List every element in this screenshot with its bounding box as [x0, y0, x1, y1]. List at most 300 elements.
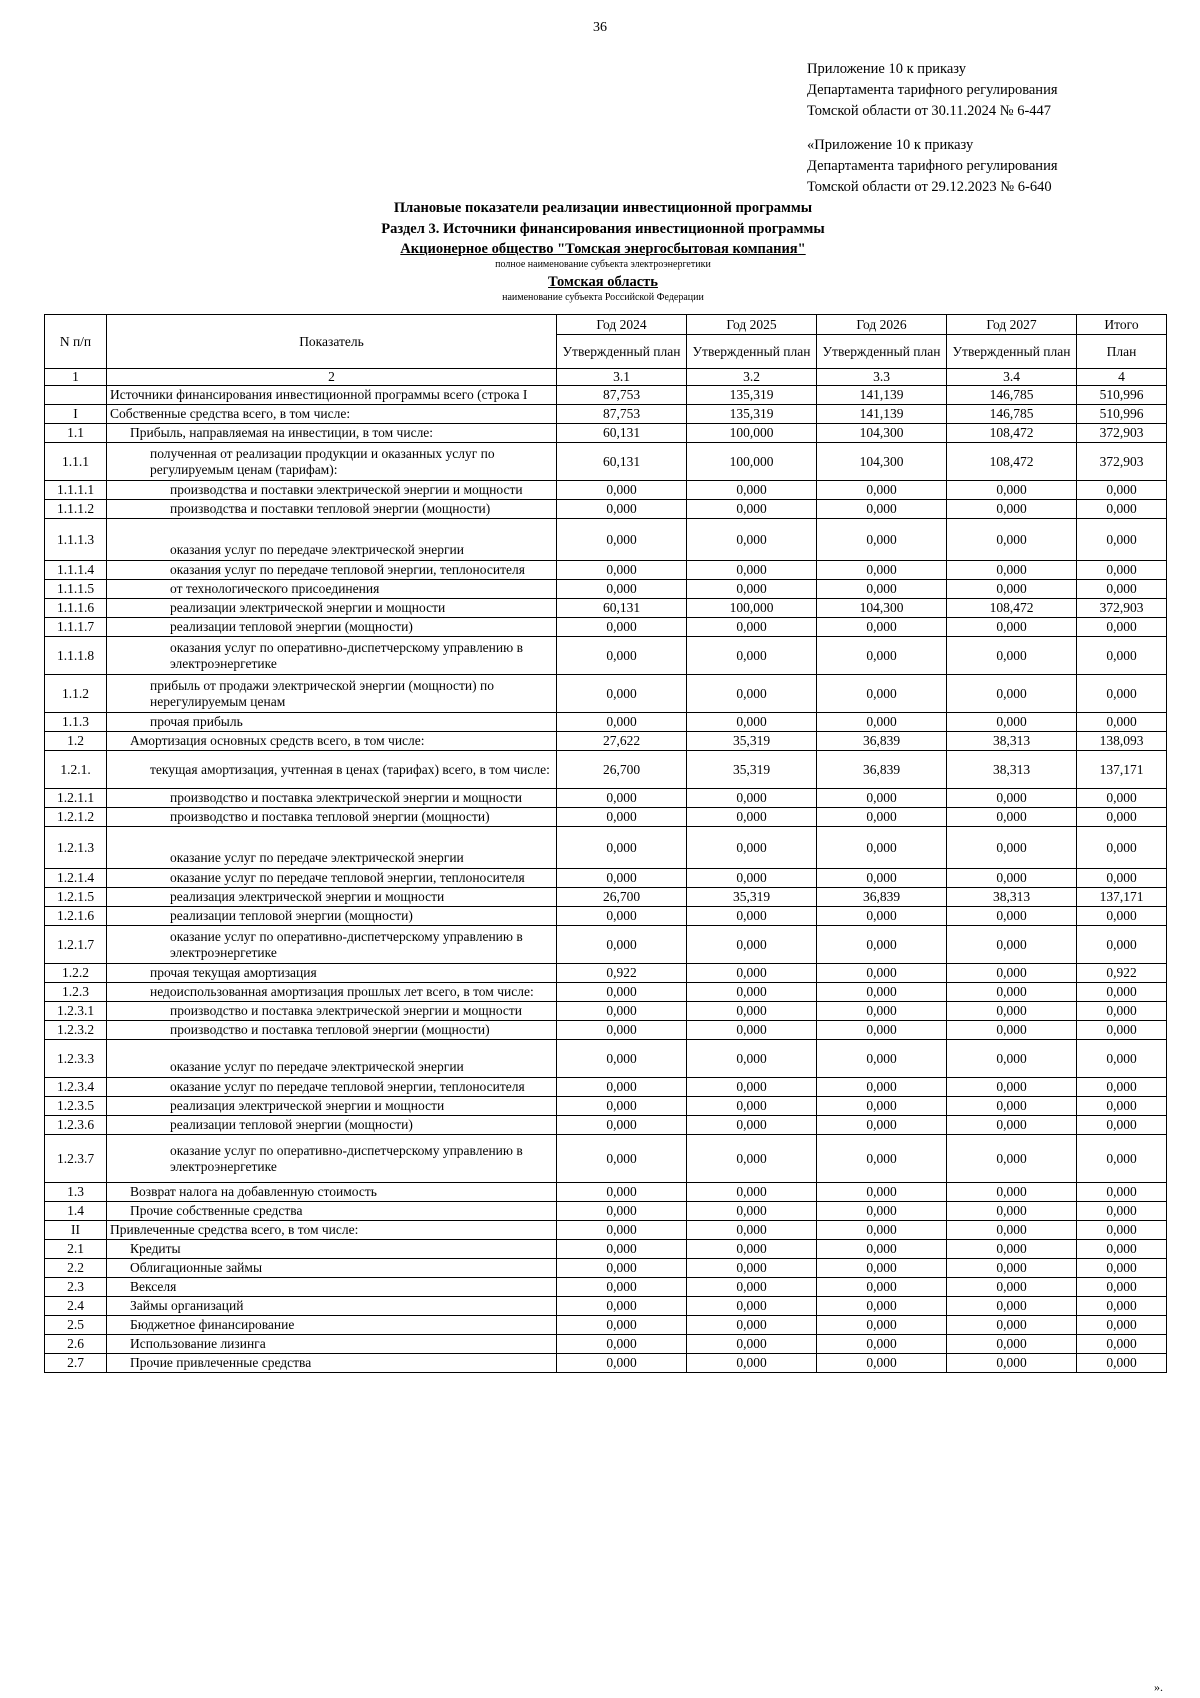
row-total-value: 0,000 [1077, 1354, 1167, 1373]
row-year-value: 0,000 [947, 827, 1077, 869]
row-year-value: 108,472 [947, 599, 1077, 618]
row-year-value: 0,000 [557, 1240, 687, 1259]
table-row [45, 1202, 1167, 1221]
row-year-value: 0,000 [947, 1259, 1077, 1278]
row-year-value: 0,000 [557, 1354, 687, 1373]
row-year-value: 0,000 [687, 1040, 817, 1078]
row-year-value: 0,000 [817, 500, 947, 519]
row-year-value: 0,000 [947, 1078, 1077, 1097]
row-year-value: 0,000 [817, 1116, 947, 1135]
row-year-value: 0,000 [947, 561, 1077, 580]
row-year-value: 0,000 [557, 561, 687, 580]
row-total-value: 0,000 [1077, 827, 1167, 869]
region-name-text: Томская область [548, 274, 658, 290]
row-year-value: 0,000 [947, 1116, 1077, 1135]
row-number: 1.2.3.5 [45, 1097, 107, 1116]
row-total-value: 0,000 [1077, 1040, 1167, 1078]
table-row [45, 519, 1167, 561]
row-year-value: 0,000 [557, 983, 687, 1002]
row-year-value: 0,000 [687, 519, 817, 561]
row-total-value: 0,000 [1077, 1316, 1167, 1335]
annex-current-line: Департамента тарифного регулирования [807, 82, 1058, 98]
row-total-value: 372,903 [1077, 443, 1167, 481]
row-year-value: 0,000 [687, 1354, 817, 1373]
row-indicator: оказания услуг по оперативно-диспетчерскому управлению в электроэнергетике [107, 637, 557, 675]
row-year-value: 0,000 [687, 983, 817, 1002]
row-indicator: текущая амортизация, учтенная в ценах (тарифах) всего, в том числе: [107, 751, 557, 789]
row-total-value: 372,903 [1077, 424, 1167, 443]
table-row [45, 500, 1167, 519]
row-year-value: 0,000 [817, 1221, 947, 1240]
row-year-value: 0,000 [947, 713, 1077, 732]
row-year-value: 0,000 [947, 1202, 1077, 1221]
table-row [45, 443, 1167, 481]
company-caption: полное наименование субъекта электроэнергетики [495, 259, 711, 270]
row-year-value: 0,000 [687, 1135, 817, 1183]
region-caption: наименование субъекта Российской Федерации [502, 292, 704, 303]
row-year-value: 38,313 [947, 751, 1077, 789]
row-year-value: 26,700 [557, 888, 687, 907]
row-year-value: 0,000 [687, 1021, 817, 1040]
row-year-value: 0,000 [817, 1021, 947, 1040]
row-total-value: 372,903 [1077, 599, 1167, 618]
column-number: 4 [1077, 369, 1167, 386]
row-number: 1.2 [45, 732, 107, 751]
table-row [45, 1078, 1167, 1097]
row-year-value: 0,000 [947, 1354, 1077, 1373]
row-year-value: 0,000 [687, 580, 817, 599]
row-year-value: 0,000 [557, 907, 687, 926]
row-year-value: 0,000 [557, 500, 687, 519]
column-number: 2 [107, 369, 557, 386]
column-number: 3.3 [817, 369, 947, 386]
row-indicator: полученная от реализации продукции и оказанных услуг по регулируемым ценам (тарифам): [107, 443, 557, 481]
table-row [45, 1040, 1167, 1078]
row-number: 1.2.2 [45, 964, 107, 983]
row-indicator: реализация электрической энергии и мощности [107, 1097, 557, 1116]
row-year-value: 0,000 [947, 618, 1077, 637]
header-approved: Утвержденный план [817, 335, 947, 369]
row-indicator: Собственные средства всего, в том числе: [107, 405, 557, 424]
table-row [45, 1278, 1167, 1297]
row-total-value: 0,000 [1077, 481, 1167, 500]
row-indicator: реализации электрической энергии и мощности [107, 599, 557, 618]
row-year-value: 0,000 [557, 1002, 687, 1021]
row-indicator: производства и поставки электрической энергии и мощности [107, 481, 557, 500]
row-indicator: оказание услуг по передаче электрической энергии [107, 827, 557, 869]
row-year-value: 87,753 [557, 386, 687, 405]
header-approved: Утвержденный план [557, 335, 687, 369]
row-year-value: 27,622 [557, 732, 687, 751]
row-total-value: 0,922 [1077, 964, 1167, 983]
table-row [45, 1135, 1167, 1183]
row-total-value: 0,000 [1077, 808, 1167, 827]
row-year-value: 0,000 [557, 869, 687, 888]
row-year-value: 0,000 [817, 964, 947, 983]
row-year-value: 0,000 [687, 1097, 817, 1116]
row-number: 1.2.3.1 [45, 1002, 107, 1021]
row-year-value: 0,000 [557, 675, 687, 713]
document-titles [40, 198, 1166, 304]
row-year-value: 0,000 [557, 1116, 687, 1135]
row-total-value: 0,000 [1077, 1221, 1167, 1240]
row-number: 2.1 [45, 1240, 107, 1259]
row-indicator: от технологического присоединения [107, 580, 557, 599]
row-year-value: 0,000 [817, 1097, 947, 1116]
row-year-value: 104,300 [817, 599, 947, 618]
header-year: Год 2025 [687, 315, 817, 335]
row-total-value: 0,000 [1077, 1021, 1167, 1040]
row-number: 1.2.3.3 [45, 1040, 107, 1078]
row-year-value: 0,000 [687, 675, 817, 713]
row-indicator: прибыль от продажи электрической энергии (мощности) по нерегулируемым ценам [107, 675, 557, 713]
row-total-value: 510,996 [1077, 386, 1167, 405]
row-year-value: 0,000 [557, 1097, 687, 1116]
table-row [45, 713, 1167, 732]
row-year-value: 0,000 [687, 907, 817, 926]
row-year-value: 0,000 [557, 1297, 687, 1316]
row-number: 1.2.3.4 [45, 1078, 107, 1097]
row-number: 1.2.3.7 [45, 1135, 107, 1183]
header-num: N п/п [45, 315, 107, 369]
row-year-value: 0,000 [817, 580, 947, 599]
row-year-value: 0,000 [947, 580, 1077, 599]
row-year-value: 0,000 [557, 1335, 687, 1354]
row-year-value: 36,839 [817, 732, 947, 751]
row-total-value: 0,000 [1077, 713, 1167, 732]
row-indicator: Амортизация основных средств всего, в том числе: [107, 732, 557, 751]
row-year-value: 0,000 [557, 808, 687, 827]
row-year-value: 0,000 [947, 1297, 1077, 1316]
row-year-value: 0,000 [557, 1040, 687, 1078]
row-year-value: 0,000 [687, 1221, 817, 1240]
row-number: 2.3 [45, 1278, 107, 1297]
row-year-value: 0,000 [947, 637, 1077, 675]
row-indicator: Прочие собственные средства [107, 1202, 557, 1221]
row-number: 1.2.3.6 [45, 1116, 107, 1135]
row-year-value: 0,000 [687, 1316, 817, 1335]
row-total-value: 0,000 [1077, 1297, 1167, 1316]
row-year-value: 0,000 [687, 1078, 817, 1097]
row-number: 1.1.1.1 [45, 481, 107, 500]
row-total-value: 0,000 [1077, 500, 1167, 519]
row-number: 1.2.1. [45, 751, 107, 789]
row-year-value: 0,000 [557, 1259, 687, 1278]
row-year-value: 0,000 [817, 1183, 947, 1202]
row-year-value: 0,000 [557, 580, 687, 599]
row-year-value: 0,000 [947, 1221, 1077, 1240]
table-row [45, 1316, 1167, 1335]
row-total-value: 0,000 [1077, 580, 1167, 599]
header-year: Год 2027 [947, 315, 1077, 335]
row-year-value: 0,000 [947, 1021, 1077, 1040]
row-year-value: 0,000 [817, 618, 947, 637]
row-year-value: 0,000 [817, 1135, 947, 1183]
annex-current-line: Приложение 10 к приказу [807, 61, 966, 77]
row-year-value: 108,472 [947, 424, 1077, 443]
row-year-value: 0,000 [947, 983, 1077, 1002]
row-year-value: 0,000 [817, 1278, 947, 1297]
table-row [45, 580, 1167, 599]
row-year-value: 0,000 [817, 675, 947, 713]
row-indicator: оказания услуг по передаче тепловой энергии, теплоносителя [107, 561, 557, 580]
table-row [45, 618, 1167, 637]
table-row [45, 732, 1167, 751]
row-number [45, 386, 107, 405]
row-year-value: 0,000 [687, 1202, 817, 1221]
row-year-value: 0,000 [687, 618, 817, 637]
row-year-value: 0,000 [817, 907, 947, 926]
row-number: 1.2.3 [45, 983, 107, 1002]
table-row [45, 599, 1167, 618]
table-row [45, 1240, 1167, 1259]
row-year-value: 87,753 [557, 405, 687, 424]
header-approved: Утвержденный план [947, 335, 1077, 369]
header-year: Год 2026 [817, 315, 947, 335]
row-year-value: 0,000 [947, 1278, 1077, 1297]
row-indicator: оказание услуг по оперативно-диспетчерскому управлению в электроэнергетике [107, 926, 557, 964]
row-year-value: 0,000 [557, 1183, 687, 1202]
row-number: 2.6 [45, 1335, 107, 1354]
row-indicator: Привлеченные средства всего, в том числе: [107, 1221, 557, 1240]
row-year-value: 0,000 [947, 481, 1077, 500]
row-year-value: 0,000 [817, 926, 947, 964]
row-indicator: Векселя [107, 1278, 557, 1297]
row-indicator: реализация электрической энергии и мощности [107, 888, 557, 907]
row-year-value: 0,000 [687, 869, 817, 888]
row-year-value: 0,000 [557, 637, 687, 675]
row-year-value: 0,000 [947, 926, 1077, 964]
row-indicator: Возврат налога на добавленную стоимость [107, 1183, 557, 1202]
row-year-value: 0,000 [557, 481, 687, 500]
row-year-value: 0,000 [687, 827, 817, 869]
row-indicator: Займы организаций [107, 1297, 557, 1316]
table-row [45, 1335, 1167, 1354]
row-year-value: 0,000 [947, 1097, 1077, 1116]
row-indicator: Источники финансирования инвестиционной программы всего (строка I [107, 386, 557, 405]
row-year-value: 0,000 [817, 1040, 947, 1078]
row-year-value: 0,000 [687, 1002, 817, 1021]
table-row [45, 1354, 1167, 1373]
row-year-value: 0,922 [557, 964, 687, 983]
table-row [45, 481, 1167, 500]
table-row [45, 1183, 1167, 1202]
row-total-value: 0,000 [1077, 561, 1167, 580]
row-number: 1.2.1.1 [45, 789, 107, 808]
table-row [45, 808, 1167, 827]
row-number: I [45, 405, 107, 424]
row-number: 1.4 [45, 1202, 107, 1221]
row-indicator: производство и поставка электрической энергии и мощности [107, 1002, 557, 1021]
row-year-value: 35,319 [687, 888, 817, 907]
row-total-value: 0,000 [1077, 1278, 1167, 1297]
table-row [45, 1221, 1167, 1240]
row-total-value: 0,000 [1077, 1202, 1167, 1221]
row-year-value: 0,000 [687, 1297, 817, 1316]
row-year-value: 0,000 [947, 964, 1077, 983]
table-row [45, 386, 1167, 405]
row-year-value: 0,000 [687, 1116, 817, 1135]
row-total-value: 0,000 [1077, 618, 1167, 637]
row-year-value: 0,000 [817, 1078, 947, 1097]
row-indicator: Использование лизинга [107, 1335, 557, 1354]
table-body [45, 386, 1167, 1373]
table-row [45, 751, 1167, 789]
row-number: 1.1.1.3 [45, 519, 107, 561]
row-year-value: 0,000 [687, 1259, 817, 1278]
row-number: 1.1.3 [45, 713, 107, 732]
row-year-value: 0,000 [557, 1078, 687, 1097]
row-year-value: 0,000 [557, 1278, 687, 1297]
title-main: Плановые показатели реализации инвестиционной программы [393, 200, 813, 216]
row-year-value: 0,000 [817, 713, 947, 732]
row-number: 1.1.1.5 [45, 580, 107, 599]
row-total-value: 0,000 [1077, 869, 1167, 888]
row-year-value: 0,000 [687, 500, 817, 519]
closing-mark: ». [1154, 1680, 1163, 1694]
row-number: 1.1.1 [45, 443, 107, 481]
header-total: Итого [1077, 315, 1167, 335]
row-number: 1.3 [45, 1183, 107, 1202]
row-year-value: 0,000 [557, 713, 687, 732]
row-year-value: 0,000 [817, 808, 947, 827]
row-year-value: 0,000 [817, 481, 947, 500]
financing-table [44, 314, 1167, 1373]
row-number: 1.1.1.4 [45, 561, 107, 580]
row-number: 1.1 [45, 424, 107, 443]
row-year-value: 0,000 [947, 1183, 1077, 1202]
row-total-value: 0,000 [1077, 789, 1167, 808]
row-indicator: производства и поставки тепловой энергии (мощности) [107, 500, 557, 519]
row-year-value: 60,131 [557, 443, 687, 481]
table-row [45, 405, 1167, 424]
row-year-value: 60,131 [557, 599, 687, 618]
row-year-value: 141,139 [817, 386, 947, 405]
row-year-value: 0,000 [687, 561, 817, 580]
row-number: 1.2.1.2 [45, 808, 107, 827]
row-year-value: 0,000 [817, 869, 947, 888]
row-year-value: 26,700 [557, 751, 687, 789]
row-year-value: 0,000 [687, 637, 817, 675]
table-row [45, 1002, 1167, 1021]
row-year-value: 146,785 [947, 405, 1077, 424]
table-row [45, 561, 1167, 580]
row-total-value: 0,000 [1077, 1335, 1167, 1354]
row-indicator: оказания услуг по передаче электрической энергии [107, 519, 557, 561]
row-year-value: 0,000 [557, 1221, 687, 1240]
row-year-value: 104,300 [817, 424, 947, 443]
row-year-value: 60,131 [557, 424, 687, 443]
row-year-value: 0,000 [557, 789, 687, 808]
row-year-value: 104,300 [817, 443, 947, 481]
table-row [45, 1097, 1167, 1116]
row-year-value: 0,000 [557, 1135, 687, 1183]
row-year-value: 0,000 [947, 1335, 1077, 1354]
row-total-value: 138,093 [1077, 732, 1167, 751]
column-number: 3.2 [687, 369, 817, 386]
row-year-value: 135,319 [687, 386, 817, 405]
row-year-value: 108,472 [947, 443, 1077, 481]
row-total-value: 0,000 [1077, 1135, 1167, 1183]
row-number: 1.2.1.6 [45, 907, 107, 926]
row-number: 2.7 [45, 1354, 107, 1373]
table-row [45, 888, 1167, 907]
row-year-value: 0,000 [947, 789, 1077, 808]
table-row [45, 869, 1167, 888]
company-name [40, 240, 1166, 259]
row-number: 1.1.1.8 [45, 637, 107, 675]
row-year-value: 0,000 [817, 561, 947, 580]
row-year-value: 36,839 [817, 888, 947, 907]
row-number: 1.2.1.5 [45, 888, 107, 907]
header-approved: Утвержденный план [687, 335, 817, 369]
row-indicator: прочая прибыль [107, 713, 557, 732]
row-total-value: 0,000 [1077, 1078, 1167, 1097]
row-year-value: 0,000 [817, 827, 947, 869]
row-indicator: Кредиты [107, 1240, 557, 1259]
region-name [40, 273, 1166, 292]
row-year-value: 35,319 [687, 751, 817, 789]
row-total-value: 0,000 [1077, 637, 1167, 675]
table-row [45, 1297, 1167, 1316]
column-number: 3.4 [947, 369, 1077, 386]
row-indicator: реализации тепловой энергии (мощности) [107, 618, 557, 637]
row-year-value: 0,000 [557, 827, 687, 869]
row-indicator: производство и поставка электрической энергии и мощности [107, 789, 557, 808]
row-total-value: 0,000 [1077, 926, 1167, 964]
table-row [45, 675, 1167, 713]
row-year-value: 0,000 [947, 1002, 1077, 1021]
row-number: 2.4 [45, 1297, 107, 1316]
row-year-value: 0,000 [687, 1240, 817, 1259]
row-year-value: 0,000 [817, 1259, 947, 1278]
row-indicator: прочая текущая амортизация [107, 964, 557, 983]
table-row [45, 907, 1167, 926]
row-year-value: 0,000 [557, 1316, 687, 1335]
table-header [45, 315, 1167, 386]
row-total-value: 0,000 [1077, 983, 1167, 1002]
row-indicator: недоиспользованная амортизация прошлых лет всего, в том числе: [107, 983, 557, 1002]
annex-previous-line: Департамента тарифного регулирования [807, 158, 1058, 174]
row-year-value: 0,000 [947, 675, 1077, 713]
row-number: 1.1.1.6 [45, 599, 107, 618]
row-year-value: 36,839 [817, 751, 947, 789]
row-year-value: 0,000 [817, 1002, 947, 1021]
header-indicator: Показатель [107, 315, 557, 369]
row-indicator: производство и поставка тепловой энергии (мощности) [107, 808, 557, 827]
table-row [45, 827, 1167, 869]
row-year-value: 38,313 [947, 732, 1077, 751]
row-indicator: Бюджетное финансирование [107, 1316, 557, 1335]
row-number: 1.2.1.7 [45, 926, 107, 964]
row-number: 2.2 [45, 1259, 107, 1278]
row-indicator: оказание услуг по оперативно-диспетчерскому управлению в электроэнергетике [107, 1135, 557, 1183]
annex-current-block [807, 59, 1058, 122]
row-number: 1.2.1.4 [45, 869, 107, 888]
row-year-value: 0,000 [687, 1183, 817, 1202]
row-year-value: 0,000 [947, 1240, 1077, 1259]
row-year-value: 0,000 [557, 618, 687, 637]
row-number: 2.5 [45, 1316, 107, 1335]
row-year-value: 0,000 [947, 1040, 1077, 1078]
table-row [45, 983, 1167, 1002]
row-total-value: 510,996 [1077, 405, 1167, 424]
table-row [45, 964, 1167, 983]
row-number: 1.1.1.7 [45, 618, 107, 637]
row-indicator: Прибыль, направляемая на инвестиции, в том числе: [107, 424, 557, 443]
row-indicator: реализации тепловой энергии (мощности) [107, 1116, 557, 1135]
row-year-value: 0,000 [947, 808, 1077, 827]
